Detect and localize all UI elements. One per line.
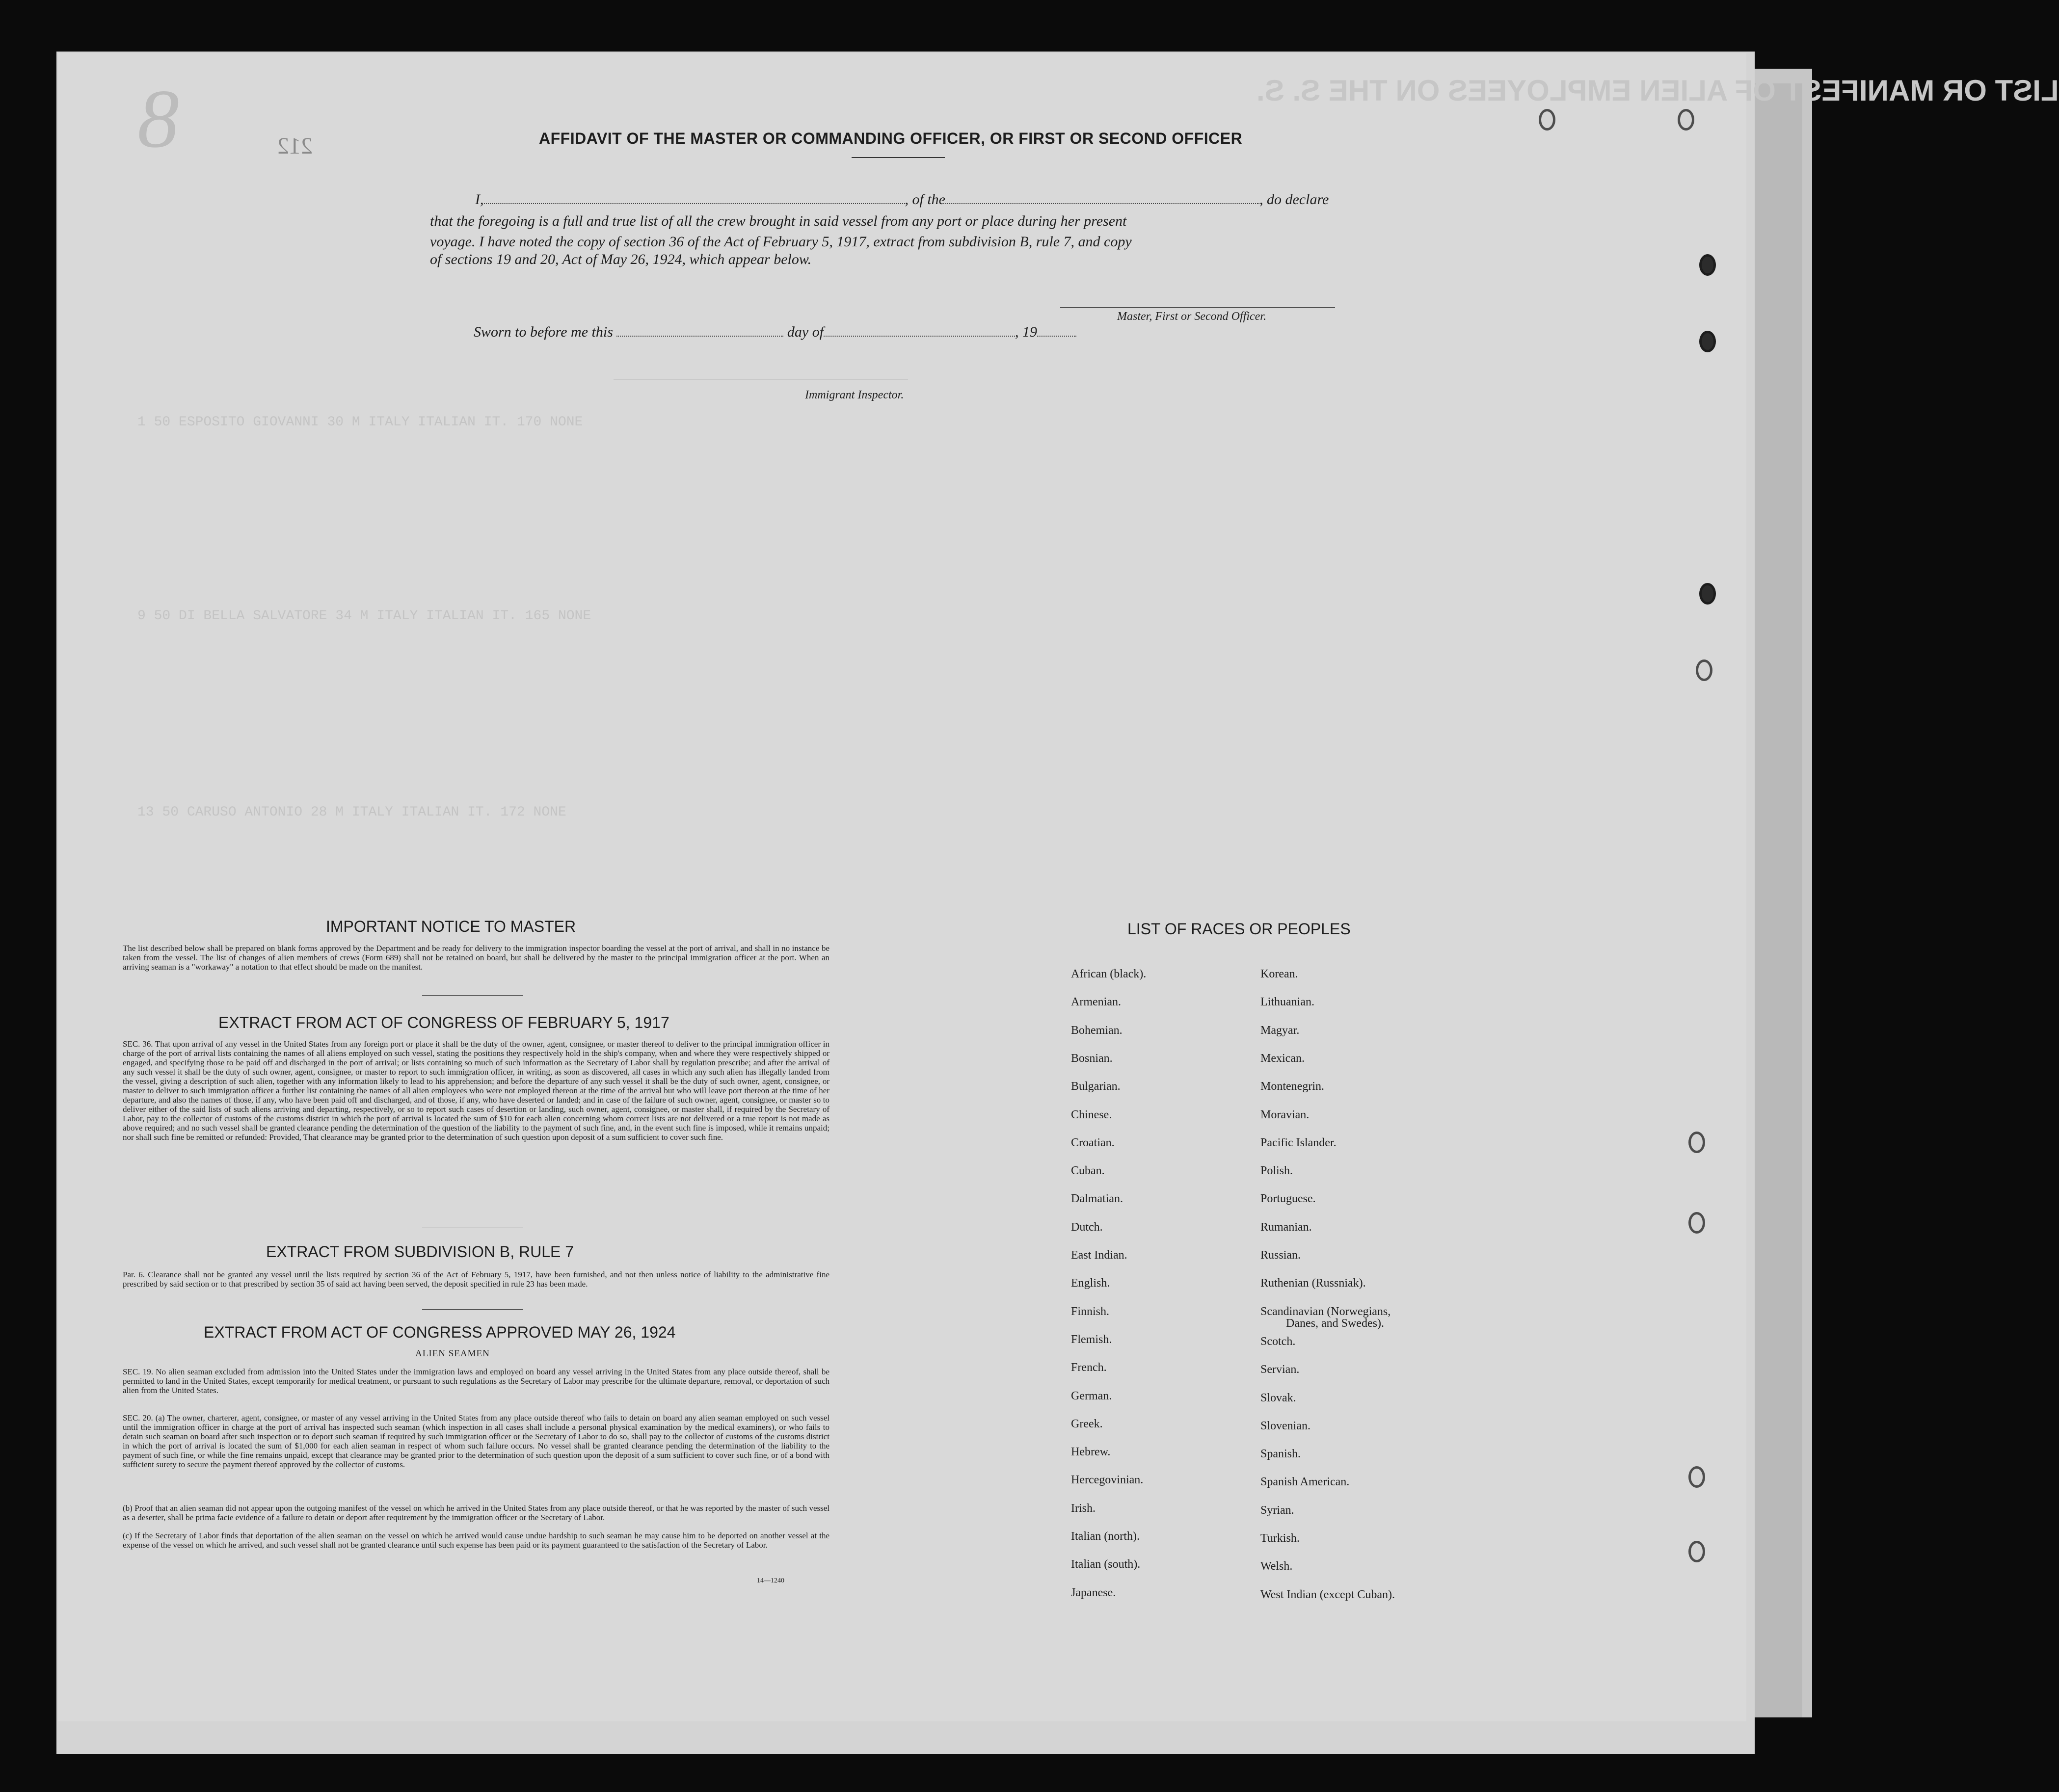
race-item: English. xyxy=(1071,1277,1110,1290)
race-item: Bohemian. xyxy=(1071,1024,1123,1037)
race-item: Irish. xyxy=(1071,1502,1096,1515)
name-blank[interactable] xyxy=(484,202,905,204)
vessel-blank[interactable] xyxy=(945,202,1259,204)
race-item: Bulgarian. xyxy=(1071,1080,1121,1093)
divider xyxy=(422,995,523,996)
race-item: Polish. xyxy=(1260,1164,1293,1177)
race-item: Armenian. xyxy=(1071,996,1121,1008)
year-blank[interactable] xyxy=(1037,335,1076,337)
divider xyxy=(422,1309,523,1310)
race-item: East Indian. xyxy=(1071,1249,1127,1262)
race-item: Chinese. xyxy=(1071,1108,1112,1121)
binder-hole xyxy=(1699,331,1716,352)
race-item: Dutch. xyxy=(1071,1221,1103,1234)
year-text: , 19 xyxy=(1015,324,1038,340)
race-item: Finnish. xyxy=(1071,1305,1110,1318)
affidavit-i: I, xyxy=(475,191,484,208)
binder-hole xyxy=(1688,1466,1705,1488)
affidavit-declare: , do declare xyxy=(1259,191,1329,208)
master-signature-line[interactable] xyxy=(1060,307,1335,308)
binder-hole xyxy=(1696,659,1712,681)
race-item: Cuban. xyxy=(1071,1164,1105,1177)
race-item: Slovenian. xyxy=(1260,1420,1310,1432)
binder-hole xyxy=(1539,109,1555,131)
binder-hole xyxy=(1678,109,1694,131)
notice-body: The list described below shall be prepared on blank forms approved by the Department and be ready for delivery to the immigration inspector boarding the vessel at the port of arrival, and shall in no instance be taken from the vessel. The list of changes of alien members of crews (Form 689) shall not be retained on board, but shall be delivered by the master to the principal immigration officer at the port. When an arriving seaman is a "workaway" a notation to that effect should be made on the manifest. xyxy=(123,944,829,972)
race-item: Dalmatian. xyxy=(1071,1192,1123,1205)
month-blank[interactable] xyxy=(824,335,1015,337)
binder-hole xyxy=(1688,1541,1705,1562)
binder-hole xyxy=(1699,254,1716,276)
affidavit-of-the: , of the xyxy=(905,191,945,208)
race-item: Hebrew. xyxy=(1071,1446,1111,1458)
race-item: Montenegrin. xyxy=(1260,1080,1324,1093)
race-item: Greek. xyxy=(1071,1418,1103,1430)
race-item: African (black). xyxy=(1071,968,1147,980)
race-item: Magyar. xyxy=(1260,1024,1300,1037)
affidavit-line-4: of sections 19 and 20, Act of May 26, 1924, which appear below. xyxy=(430,251,812,267)
sec20a-body: SEC. 20. (a) The owner, charterer, agent, consignee, or master of any vessel arriving in the United States from any place outside thereof who fails to detain on board any alien seaman employed on such vessel until the immigration officer in charge at the port of arrival has inspected such seaman (which inspection in all cases shall include a personal physical examination by the medical examiners), or who fails to detain such seaman on board after such inspection or to deport such seaman if required by such immigration officer or the Secretary of Labor to do so, shall pay to the collector of customs of the customs district in which the port of arrival is located the sum of $1,000 for each alien seaman in respect of whom such failure occurs. No vessel shall be granted clearance pending the determination of the liability to the payment of such fine, or while the fine remains unpaid, except that clearance may be granted prior to the determination of such question upon the deposit of a sum sufficient to cover such fine, or of a bond with sufficient surety to secure the payment thereof approved by the collector of customs. xyxy=(123,1413,829,1469)
race-item: Lithuanian. xyxy=(1260,996,1314,1008)
sworn-text: Sworn to before me this xyxy=(474,324,613,340)
master-signature-label: Master, First or Second Officer. xyxy=(1117,310,1266,323)
race-item: Spanish. xyxy=(1260,1448,1301,1460)
affidavit-title: AFFIDAVIT OF THE MASTER OR COMMANDING OFFICER, OR FIRST OR SECOND OFFICER xyxy=(539,130,1243,147)
affidavit-line-2: that the foregoing is a full and true list of all the crew brought in said vessel from any port or place during her present xyxy=(430,213,1127,229)
inspector-signature-label: Immigrant Inspector. xyxy=(805,389,904,401)
race-item: Scotch. xyxy=(1260,1335,1296,1348)
extract-1917-title: EXTRACT FROM ACT OF CONGRESS OF FEBRUARY 5, 1917 xyxy=(218,1014,669,1031)
race-item: Ruthenian (Russniak). xyxy=(1260,1277,1366,1290)
extract-rule7-body: Par. 6. Clearance shall not be granted any vessel until the lists required by section 36 of the Act of February 5, 1917, have been furnished, and not then unless notice of liability to the administrative fine prescribed by said section or to that prescribed by section 35 of said act having been served, the deposit specified in rule 23 has been made. xyxy=(123,1270,829,1289)
extract-1917-body: SEC. 36. That upon arrival of any vessel in the United States from any foreign port or place it shall be the duty of the owner, agent, consignee, or master thereof to deliver to the principal immigration officer in charge of the port of arrival lists containing the names of all aliens employed on such vessel, stating the positions they respectively hold in the ship's company, when and where they were respectively shipped or engaged, and specifying those to be paid off and discharged in the port of arrival; or lists containing so much of such information as the Secretary of Labor shall by regulation prescribe; and after the arrival of any such vessel it shall be the duty of such owner, agent, consignee, or master to report to such immigration officer, in writing, as soon as discovered, all cases in which any such alien has illegally landed from the vessel, giving a description of such alien, together with any information likely to lead to his apprehension; and before the departure of any such vessel it shall be the duty of such owner, agent, consignee, or master to deliver to such immigration officer a further list containing the names of all alien employees who were not employed thereon at the time of the arrival but who will leave port thereon at the time of her departure, and also the names of those, if any, who have been paid off and discharged, and of those, if any, who have deserted or landed; and in case of the failure of such owner, agent, consignee, or master so to deliver either of the said lists of such aliens arriving and departing, respectively, or so to report such cases of desertion or landing, such owner, agent, consignee, or master shall, if required by the Secretary of Labor, pay to the collector of customs of the customs district in which the port of arrival is located the sum of $10 for each alien concerning whom correct lists are not delivered or a true report is not made as above required; and no such vessel shall be granted clearance pending the determination of the question of the liability to the payment of such fine, and, in the event such fine is imposed, while it remains unpaid; nor shall such fine be remitted or refunded: Provided, That clearance may be granted prior to the determination of such question upon deposit of a sum sufficient to cover such fine. xyxy=(123,1039,829,1142)
race-item: Turkish. xyxy=(1260,1532,1300,1545)
race-item: Hercegovinian. xyxy=(1071,1474,1144,1486)
bleed-through-row: 1 50 ESPOSITO GIOVANNI 30 M ITALY ITALIAN IT. 170 NONE xyxy=(137,415,583,430)
sec20b-body: (b) Proof that an alien seaman did not appear upon the outgoing manifest of the vessel on which he arrived in the United States from any place outside thereof, or that he was reported by the master of such vessel as a deserter, shall be prima facie evidence of a failure to detain or deport after requirement by the immigration officer or the Secretary of Labor. xyxy=(123,1503,829,1522)
affidavit-line-3: voyage. I have noted the copy of section 36 of the Act of February 5, 1917, extract from subdivision B, rule 7, and copy xyxy=(430,234,1132,250)
race-item: French. xyxy=(1071,1361,1107,1374)
race-item: Scandinavian (Norwegians, xyxy=(1260,1305,1391,1318)
race-item: Moravian. xyxy=(1260,1108,1310,1121)
affidavit-line-1 xyxy=(475,191,1329,208)
race-item: Korean. xyxy=(1260,968,1298,980)
bleed-through-title: LIST OR MANIFEST OF ALIEN EMPLOYEES ON THE S. S. xyxy=(1257,74,2059,107)
bleed-through-row: 9 50 DI BELLA SALVATORE 34 M ITALY ITALIAN IT. 165 NONE xyxy=(137,608,591,624)
extract-rule7-title: EXTRACT FROM SUBDIVISION B, RULE 7 xyxy=(266,1243,574,1261)
race-item: Croatian. xyxy=(1071,1136,1115,1149)
race-item: Portuguese. xyxy=(1260,1192,1316,1205)
race-item: Russian. xyxy=(1260,1249,1301,1262)
notice-title: IMPORTANT NOTICE TO MASTER xyxy=(326,918,576,935)
page-number-mark: 8 xyxy=(137,73,179,165)
race-item: Italian (north). xyxy=(1071,1530,1140,1543)
alien-seamen-subtitle: ALIEN SEAMEN xyxy=(415,1348,490,1359)
extract-1924-title: EXTRACT FROM ACT OF CONGRESS APPROVED MAY 26, 1924 xyxy=(204,1323,676,1341)
document-page xyxy=(58,53,1746,1721)
binder-hole xyxy=(1688,1212,1705,1234)
race-item: Rumanian. xyxy=(1260,1221,1312,1234)
race-item: Bosnian. xyxy=(1071,1052,1113,1065)
form-number: 14—1240 xyxy=(757,1577,784,1584)
race-item: German. xyxy=(1071,1390,1112,1402)
race-item: Pacific Islander. xyxy=(1260,1136,1337,1149)
title-rule xyxy=(852,157,945,158)
day-blank[interactable] xyxy=(616,335,783,337)
races-title: LIST OF RACES OR PEOPLES xyxy=(1127,920,1351,938)
binder-hole xyxy=(1699,583,1716,605)
race-item: Italian (south). xyxy=(1071,1558,1141,1571)
race-item: Slovak. xyxy=(1260,1392,1296,1404)
race-item: Flemish. xyxy=(1071,1333,1112,1346)
sec20c-body: (c) If the Secretary of Labor finds that deportation of the alien seaman on the vessel on which he arrived would cause undue hardship to such seaman he may cause him to be deported on another vessel at the expense of the vessel on which he arrived, and such vessel shall not be granted clearance until such expense has been paid or its payment guaranteed to the satisfaction of the Secretary of Labor. xyxy=(123,1531,829,1550)
backing-page-edge xyxy=(1747,83,1802,1717)
bleed-through-row: 13 50 CARUSO ANTONIO 28 M ITALY ITALIAN IT. 172 NONE xyxy=(137,805,566,820)
race-item: Spanish American. xyxy=(1260,1476,1350,1488)
sworn-line xyxy=(474,324,1076,341)
race-item: West Indian (except Cuban). xyxy=(1260,1588,1395,1601)
sec19-body: SEC. 19. No alien seaman excluded from admission into the United States under the immigration laws and employed on board any vessel arriving in the United States from any place outside thereof, shall be permitted to land in the United States, except temporarily for medical treatment, or pursuant to such regulations as the Secretary of Labor may prescribe for the ultimate departure, removal, or deportation of such alien from the United States. xyxy=(123,1367,829,1395)
race-item: Syrian. xyxy=(1260,1504,1294,1517)
race-item-scandinavian-cont: Danes, and Swedes). xyxy=(1286,1317,1384,1330)
binder-hole xyxy=(1688,1132,1705,1153)
stamp-number: 212 xyxy=(277,133,313,159)
race-item: Mexican. xyxy=(1260,1052,1305,1065)
race-item: Servian. xyxy=(1260,1363,1300,1376)
race-item: Japanese. xyxy=(1071,1586,1116,1599)
day-of-text: day of xyxy=(787,324,824,340)
race-item: Welsh. xyxy=(1260,1560,1293,1573)
